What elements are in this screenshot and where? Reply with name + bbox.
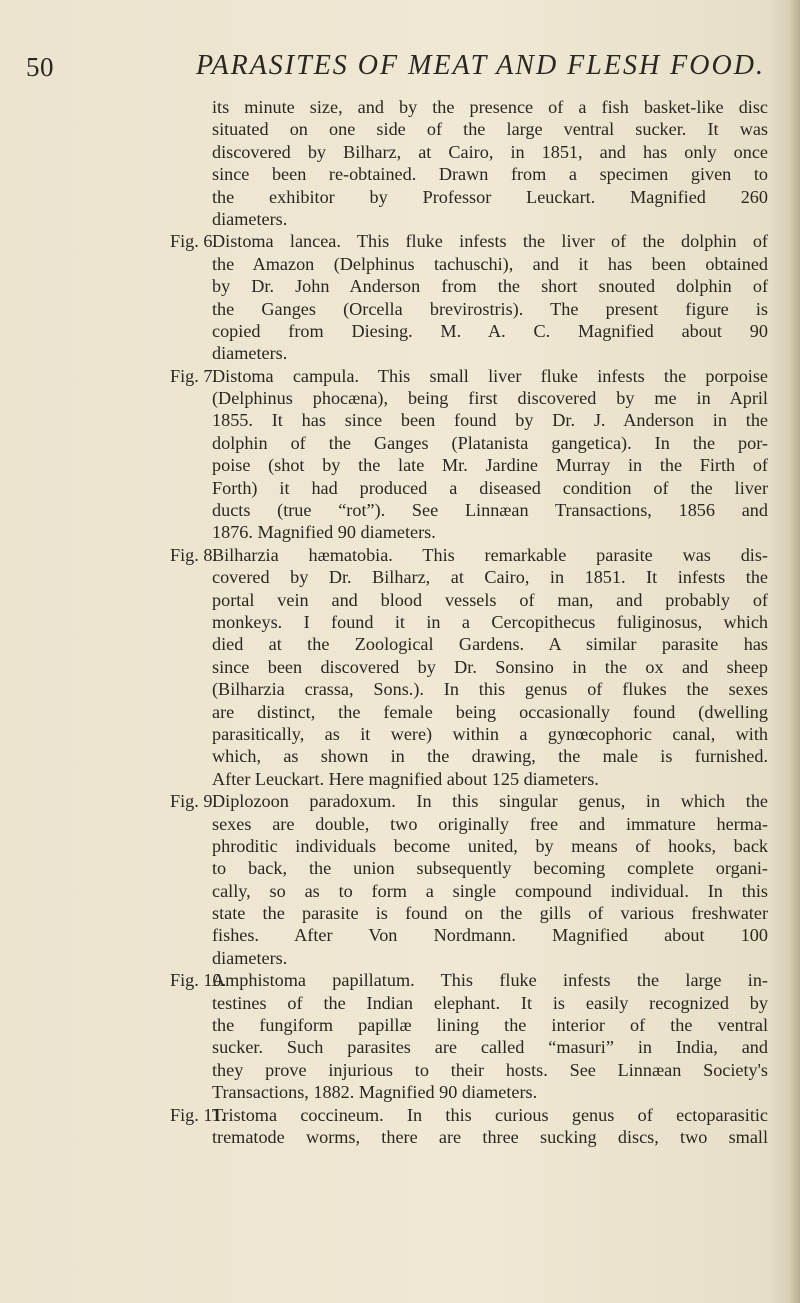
- text-line: [0, 902, 800, 924]
- figure-label: Fig. 9.: [170, 791, 217, 812]
- line-text: portal vein and blood vessels of man, and probably of: [212, 589, 768, 610]
- line-text: sucker. Such parasites are called “masuri” in India, and: [212, 1037, 768, 1058]
- line-text: Amphistoma papillatum. This fluke infests the large in-: [212, 970, 768, 991]
- text-line: [0, 320, 800, 342]
- running-head: PARASITES OF MEAT AND FLESH FOOD.: [196, 50, 765, 81]
- line-text: Diplozoon paradoxum. In this singular genus, in which the: [212, 791, 768, 812]
- text-line: [0, 454, 800, 476]
- line-text: dolphin of the Ganges (Platanista gangetica). In the por-: [212, 432, 768, 453]
- text-line: [0, 947, 800, 969]
- text-line: [0, 118, 800, 140]
- text-line: [0, 611, 800, 633]
- text-line: [0, 298, 800, 320]
- page-header: [26, 46, 786, 86]
- line-text: 1876. Magnified 90 diameters.: [212, 522, 436, 543]
- line-text: by Dr. John Anderson from the short snouted dolphin of: [212, 276, 768, 297]
- line-text: the Ganges (Orcella brevirostris). The present figure is: [212, 298, 768, 319]
- figure-caption: [0, 1104, 800, 1149]
- text-line: [0, 186, 800, 208]
- text-line: [0, 969, 800, 991]
- text-line: [0, 1104, 800, 1126]
- line-text: to back, the union subsequently becoming complete organi-: [212, 858, 768, 879]
- line-text: died at the Zoological Gardens. A similar parasite has: [212, 634, 768, 655]
- text-line: [0, 409, 800, 431]
- line-text: covered by Dr. Bilharz, at Cairo, in 1851. It infests the: [212, 567, 768, 588]
- text-line: [0, 1036, 800, 1058]
- text-line: [0, 208, 800, 230]
- line-text: trematode worms, there are three sucking discs, two small: [212, 1126, 768, 1147]
- line-text: Transactions, 1882. Magnified 90 diameters.: [212, 1082, 538, 1103]
- text-line: [0, 678, 800, 700]
- line-text: (Bilharzia crassa, Sons.). In this genus of flukes the sexes: [212, 679, 768, 700]
- text-line: [0, 141, 800, 163]
- figure-caption: [0, 365, 800, 544]
- figure-label: Fig. 7.: [170, 365, 217, 386]
- line-text: diameters.: [212, 343, 288, 364]
- line-text: ducts (true “rot”). See Linnæan Transactions, 1856 and: [212, 500, 768, 521]
- text-line: [0, 253, 800, 275]
- text-line: [0, 924, 800, 946]
- text-line: [0, 566, 800, 588]
- body-text: [0, 96, 800, 1148]
- figure-caption: [0, 969, 800, 1103]
- text-line: [0, 432, 800, 454]
- line-text: diameters.: [212, 208, 288, 229]
- text-line: [0, 544, 800, 566]
- line-text: Distoma campula. This small liver fluke infests the porpoise: [212, 365, 768, 386]
- text-line: [0, 1014, 800, 1036]
- text-line: [0, 633, 800, 655]
- line-text: the fungiform papillæ lining the interior of the ventral: [212, 1015, 768, 1036]
- line-text: testines of the Indian elephant. It is easily recognized by: [212, 992, 768, 1013]
- text-line: [0, 1126, 800, 1148]
- line-text: (Delphinus phocæna), being first discovered by me in April: [212, 388, 768, 409]
- line-text: Forth) it had produced a diseased condition of the liver: [212, 477, 768, 498]
- text-line: [0, 521, 800, 543]
- line-text: poise (shot by the late Mr. Jardine Murray in the Firth of: [212, 455, 768, 476]
- text-line: [0, 790, 800, 812]
- text-line: [0, 1059, 800, 1081]
- text-line: [0, 880, 800, 902]
- line-text: since been re-obtained. Drawn from a specimen given to: [212, 164, 768, 185]
- figure-caption: [0, 790, 800, 969]
- text-line: [0, 768, 800, 790]
- line-text: parasitically, as it were) within a gynœcophoric canal, with: [212, 723, 768, 744]
- line-text: diameters.: [212, 947, 288, 968]
- line-text: Distoma lancea. This fluke infests the liver of the dolphin of: [212, 231, 768, 252]
- figure-caption: [0, 230, 800, 364]
- line-text: are distinct, the female being occasionally found (dwelling: [212, 701, 768, 722]
- text-line: [0, 275, 800, 297]
- line-text: sexes are double, two originally free and immature herma-: [212, 813, 768, 834]
- line-text: monkeys. I found it in a Cercopithecus fuliginosus, which: [212, 611, 768, 632]
- text-line: [0, 723, 800, 745]
- figure-label: Fig. 11.: [170, 1104, 226, 1125]
- text-line: [0, 163, 800, 185]
- text-line: [0, 499, 800, 521]
- figure-label: Fig. 10.: [170, 970, 227, 991]
- text-line: [0, 230, 800, 252]
- text-line: [0, 365, 800, 387]
- line-text: which, as shown in the drawing, the male is furnished.: [212, 746, 768, 767]
- line-text: the Amazon (Delphinus tachuschi), and it has been obtained: [212, 253, 768, 274]
- text-line: [0, 701, 800, 723]
- line-text: they prove injurious to their hosts. See Linnæan Society's: [212, 1059, 768, 1080]
- line-text: situated on one side of the large ventral sucker. It was: [212, 119, 768, 140]
- line-text: After Leuckart. Here magnified about 125 diameters.: [212, 768, 599, 789]
- figure-label: Fig. 6.: [170, 231, 217, 252]
- line-text: fishes. After Von Nordmann. Magnified about 100: [212, 925, 768, 946]
- line-text: Bilharzia hæmatobia. This remarkable parasite was dis-: [212, 544, 768, 565]
- line-text: the exhibitor by Professor Leuckart. Magnified 260: [212, 186, 768, 207]
- text-line: [0, 813, 800, 835]
- line-text: Tristoma coccineum. In this curious genus of ectoparasitic: [212, 1104, 768, 1125]
- line-text: copied from Diesing. M. A. C. Magnified about 90: [212, 320, 768, 341]
- text-line: [0, 745, 800, 767]
- text-line: [0, 387, 800, 409]
- text-line: [0, 96, 800, 118]
- text-line: [0, 656, 800, 678]
- line-text: cally, so as to form a single compound individual. In this: [212, 880, 768, 901]
- figure-caption: [0, 544, 800, 790]
- text-line: [0, 835, 800, 857]
- figure-label: Fig. 8.: [170, 544, 217, 565]
- text-line: [0, 342, 800, 364]
- line-text: 1855. It has since been found by Dr. J. Anderson in the: [212, 410, 768, 431]
- text-line: [0, 477, 800, 499]
- page-number: 50: [26, 52, 54, 82]
- text-line: [0, 857, 800, 879]
- text-line: [0, 992, 800, 1014]
- line-text: since been discovered by Dr. Sonsino in the ox and sheep: [212, 656, 768, 677]
- text-line: [0, 589, 800, 611]
- line-text: state the parasite is found on the gills of various freshwater: [212, 903, 768, 924]
- line-text: its minute size, and by the presence of a fish basket-like disc: [212, 97, 768, 117]
- text-line: [0, 1081, 800, 1103]
- line-text: discovered by Bilharz, at Cairo, in 1851, and has only once: [212, 141, 768, 162]
- line-text: phroditic individuals become united, by means of hooks, back: [212, 835, 768, 856]
